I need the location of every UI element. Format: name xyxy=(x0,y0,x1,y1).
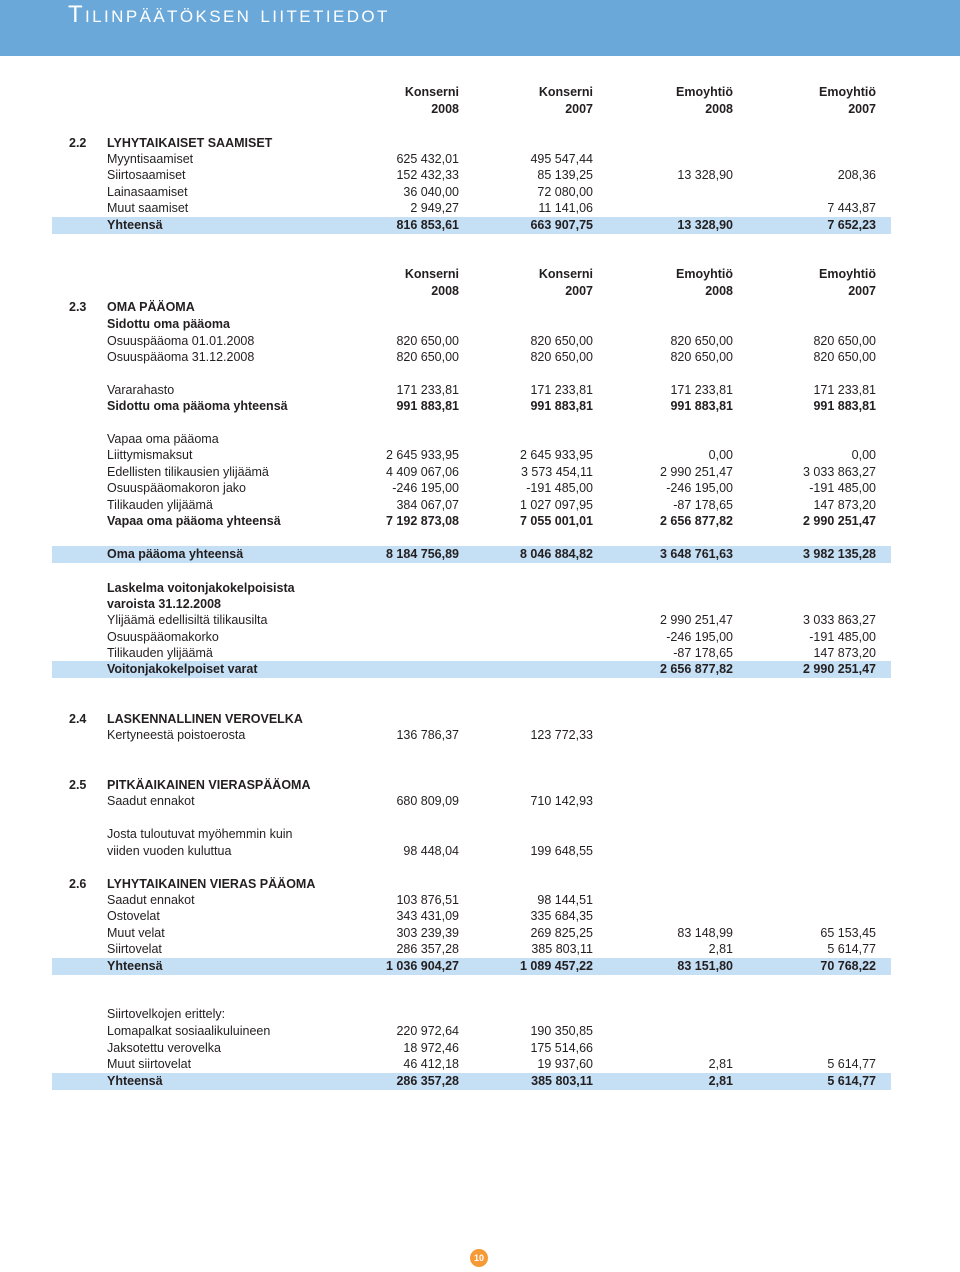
cell-value: 2 949,27 xyxy=(410,201,459,215)
table-row xyxy=(52,217,891,234)
cell-value: 820 650,00 xyxy=(530,350,593,364)
page-number: 10 xyxy=(470,1249,488,1267)
cell-value: -191 485,00 xyxy=(809,481,876,495)
cell-value: 3 648 761,63 xyxy=(660,547,733,561)
table-row xyxy=(52,925,891,941)
row-label: Sidottu oma pääoma xyxy=(107,317,230,331)
table-row xyxy=(52,826,891,842)
cell-value: 2 656 877,82 xyxy=(660,514,733,528)
table-row xyxy=(52,398,891,414)
cell-value: 2 645 933,95 xyxy=(520,448,593,462)
cell-value: -87 178,65 xyxy=(673,646,733,660)
row-label: Vararahasto xyxy=(107,383,175,397)
cell-value: 8 184 756,89 xyxy=(386,547,459,561)
cell-value: 152 432,33 xyxy=(396,168,459,182)
row-label: varoista 31.12.2008 xyxy=(107,597,221,611)
cell-value: 136 786,37 xyxy=(396,728,459,742)
row-label: Oma pääoma yhteensä xyxy=(107,547,244,561)
column-year: 2008 xyxy=(705,102,733,116)
column-header-row xyxy=(52,84,891,100)
cell-value: 147 873,20 xyxy=(813,498,876,512)
cell-value: 5 614,77 xyxy=(827,1074,876,1088)
cell-value: 2,81 xyxy=(708,1057,733,1071)
cell-value: 171 233,81 xyxy=(396,383,459,397)
cell-value: 7 443,87 xyxy=(827,201,876,215)
cell-value: -191 485,00 xyxy=(809,630,876,644)
column-header-row xyxy=(52,283,891,299)
row-label: Siirtovelat xyxy=(107,942,162,956)
table-row xyxy=(52,135,891,151)
cell-value: 7 652,23 xyxy=(827,218,876,232)
table-row xyxy=(52,1073,891,1090)
row-label: Tilikauden ylijäämä xyxy=(107,498,213,512)
cell-value: 147 873,20 xyxy=(813,646,876,660)
cell-value: 123 772,33 xyxy=(530,728,593,742)
column-header: Emoyhtiö xyxy=(819,85,876,99)
cell-value: 72 080,00 xyxy=(537,185,593,199)
table-row xyxy=(52,1040,891,1056)
cell-value: 663 907,75 xyxy=(530,218,593,232)
cell-value: 3 033 863,27 xyxy=(803,465,876,479)
column-year: 2007 xyxy=(848,284,876,298)
cell-value: 11 141,06 xyxy=(538,201,593,215)
cell-value: 190 350,85 xyxy=(530,1024,593,1038)
cell-value: 820 650,00 xyxy=(530,334,593,348)
table-row xyxy=(52,1023,891,1039)
row-label: Osuuspääoma 31.12.2008 xyxy=(107,350,255,364)
cell-value: 2,81 xyxy=(708,942,733,956)
column-header: Emoyhtiö xyxy=(676,85,733,99)
cell-value: 13 328,90 xyxy=(677,168,733,182)
row-label: Saadut ennakot xyxy=(107,893,195,907)
table-row xyxy=(52,480,891,496)
row-label: Muut siirtovelat xyxy=(107,1057,192,1071)
cell-value: 7 055 001,01 xyxy=(520,514,593,528)
table-row xyxy=(52,184,891,200)
cell-value: 208,36 xyxy=(837,168,876,182)
cell-value: 2 990 251,47 xyxy=(803,514,876,528)
table-row xyxy=(52,596,891,612)
row-label: Tilikauden ylijäämä xyxy=(107,646,213,660)
row-label: Laskelma voitonjakokelpoisista xyxy=(107,581,295,595)
cell-value: 5 614,77 xyxy=(827,1057,876,1071)
note-number: 2.2 xyxy=(69,136,87,150)
cell-value: 98 144,51 xyxy=(537,893,593,907)
note-number: 2.4 xyxy=(69,712,87,726)
row-label: Osuuspääomakoron jako xyxy=(107,481,246,495)
cell-value: 171 233,81 xyxy=(670,383,733,397)
row-label: LYHYTAIKAINEN VIERAS PÄÄOMA xyxy=(107,877,316,891)
cell-value: 269 825,25 xyxy=(530,926,593,940)
cell-value: 7 192 873,08 xyxy=(386,514,459,528)
column-year: 2007 xyxy=(565,284,593,298)
cell-value: 3 982 135,28 xyxy=(803,547,876,561)
table-row xyxy=(52,612,891,628)
row-label: Muut velat xyxy=(107,926,165,940)
table-row xyxy=(52,661,891,678)
column-header: Emoyhtiö xyxy=(819,267,876,281)
cell-value: 13 328,90 xyxy=(677,218,733,232)
cell-value: 991 883,81 xyxy=(813,399,876,413)
row-label: Saadut ennakot xyxy=(107,794,195,808)
cell-value: 385 803,11 xyxy=(531,942,593,956)
table-row xyxy=(52,843,891,859)
table-row xyxy=(52,908,891,924)
cell-value: 991 883,81 xyxy=(396,399,459,413)
note-number: 2.5 xyxy=(69,778,87,792)
table-row xyxy=(52,447,891,463)
cell-value: 1 036 904,27 xyxy=(386,959,459,973)
row-label: viiden vuoden kuluttua xyxy=(107,844,232,858)
column-year: 2008 xyxy=(431,102,459,116)
cell-value: 171 233,81 xyxy=(813,383,876,397)
cell-value: 199 648,55 xyxy=(530,844,593,858)
cell-value: 2,81 xyxy=(708,1074,733,1088)
table-row xyxy=(52,513,891,529)
row-label: Muut saamiset xyxy=(107,201,189,215)
column-header: Konserni xyxy=(404,267,459,281)
row-label: Voitonjakokelpoiset varat xyxy=(107,662,258,676)
cell-value: 98 448,04 xyxy=(403,844,459,858)
cell-value: 46 412,18 xyxy=(403,1057,459,1071)
cell-value: 4 409 067,06 xyxy=(386,465,459,479)
row-label: Vapaa oma pääoma yhteensä xyxy=(107,514,281,528)
column-year: 2008 xyxy=(431,284,459,298)
row-label: Osuuspääoma 01.01.2008 xyxy=(107,334,255,348)
row-label: Vapaa oma pääoma xyxy=(107,432,219,446)
cell-value: 343 431,09 xyxy=(396,909,459,923)
column-header: Emoyhtiö xyxy=(676,267,733,281)
row-label: Siirtovelkojen erittely: xyxy=(107,1007,226,1021)
table-row xyxy=(52,727,891,743)
cell-value: 820 650,00 xyxy=(670,350,733,364)
cell-value: 19 937,60 xyxy=(537,1057,593,1071)
cell-value: -191 485,00 xyxy=(526,481,593,495)
cell-value: 625 432,01 xyxy=(396,152,459,166)
row-label: Yhteensä xyxy=(107,218,163,232)
row-label: LYHYTAIKAISET SAAMISET xyxy=(107,136,273,150)
row-label: Ylijäämä edellisiltä tilikausilta xyxy=(107,613,268,627)
cell-value: 2 990 251,47 xyxy=(660,465,733,479)
cell-value: 2 656 877,82 xyxy=(660,662,733,676)
cell-value: 3 573 454,11 xyxy=(520,465,593,479)
cell-value: 103 876,51 xyxy=(396,893,459,907)
table-row xyxy=(52,497,891,513)
cell-value: 991 883,81 xyxy=(530,399,593,413)
row-label: Myyntisaamiset xyxy=(107,152,194,166)
cell-value: 820 650,00 xyxy=(396,350,459,364)
cell-value: 495 547,44 xyxy=(530,152,593,166)
table-row xyxy=(52,333,891,349)
table-row xyxy=(52,151,891,167)
cell-value: 335 684,35 xyxy=(530,909,593,923)
cell-value: 18 972,46 xyxy=(403,1041,459,1055)
table-row xyxy=(52,431,891,447)
column-year: 2007 xyxy=(565,102,593,116)
table-row xyxy=(52,645,891,661)
column-year: 2008 xyxy=(705,284,733,298)
column-header: Konserni xyxy=(538,85,593,99)
cell-value: 3 033 863,27 xyxy=(803,613,876,627)
column-header: Konserni xyxy=(404,85,459,99)
row-label: PITKÄAIKAINEN VIERASPÄÄOMA xyxy=(107,778,311,792)
column-header: Konserni xyxy=(538,267,593,281)
cell-value: 8 046 884,82 xyxy=(520,547,593,561)
table-row xyxy=(52,546,891,563)
table-row xyxy=(52,941,891,957)
cell-value: 65 153,45 xyxy=(820,926,876,940)
cell-value: 70 768,22 xyxy=(820,959,876,973)
table-row xyxy=(52,711,891,727)
table-row xyxy=(52,200,891,216)
row-label: Sidottu oma pääoma yhteensä xyxy=(107,399,288,413)
row-label: Siirtosaamiset xyxy=(107,168,186,182)
table-row xyxy=(52,349,891,365)
cell-value: 286 357,28 xyxy=(396,1074,459,1088)
cell-value: 85 139,25 xyxy=(537,168,593,182)
cell-value: 384 067,07 xyxy=(396,498,459,512)
table-row xyxy=(52,299,891,315)
cell-value: 220 972,64 xyxy=(396,1024,459,1038)
cell-value: 36 040,00 xyxy=(403,185,459,199)
cell-value: 0,00 xyxy=(708,448,733,462)
cell-value: 820 650,00 xyxy=(813,334,876,348)
row-label: Josta tuloutuvat myöhemmin kuin xyxy=(107,827,293,841)
column-header-row xyxy=(52,266,891,282)
cell-value: -246 195,00 xyxy=(392,481,459,495)
cell-value: 2 645 933,95 xyxy=(386,448,459,462)
table-row xyxy=(52,892,891,908)
cell-value: 385 803,11 xyxy=(531,1074,593,1088)
table-row xyxy=(52,316,891,332)
column-header-row xyxy=(52,101,891,117)
column-year: 2007 xyxy=(848,102,876,116)
row-label: Yhteensä xyxy=(107,959,163,973)
table-row xyxy=(52,464,891,480)
cell-value: -87 178,65 xyxy=(673,498,733,512)
table-row xyxy=(52,580,891,596)
cell-value: 2 990 251,47 xyxy=(803,662,876,676)
row-label: Ostovelat xyxy=(107,909,160,923)
row-label: Edellisten tilikausien ylijäämä xyxy=(107,465,269,479)
note-number: 2.6 xyxy=(69,877,87,891)
cell-value: -246 195,00 xyxy=(666,630,733,644)
row-label: Jaksotettu verovelka xyxy=(107,1041,221,1055)
row-label: Lainasaamiset xyxy=(107,185,188,199)
cell-value: 820 650,00 xyxy=(670,334,733,348)
cell-value: 171 233,81 xyxy=(530,383,593,397)
table-row xyxy=(52,958,891,975)
row-label: LASKENNALLINEN VEROVELKA xyxy=(107,712,303,726)
row-label: Lomapalkat sosiaalikuluineen xyxy=(107,1024,271,1038)
table-row xyxy=(52,777,891,793)
row-label: Osuuspääomakorko xyxy=(107,630,219,644)
cell-value: 820 650,00 xyxy=(813,350,876,364)
row-label: Yhteensä xyxy=(107,1074,163,1088)
table-row xyxy=(52,1006,891,1022)
table-row xyxy=(52,167,891,183)
row-label: Kertyneestä poistoerosta xyxy=(107,728,246,742)
cell-value: 680 809,09 xyxy=(396,794,459,808)
cell-value: 5 614,77 xyxy=(827,942,876,956)
cell-value: -246 195,00 xyxy=(666,481,733,495)
cell-value: 816 853,61 xyxy=(396,218,459,232)
cell-value: 303 239,39 xyxy=(396,926,459,940)
cell-value: 1 027 097,95 xyxy=(520,498,593,512)
table-row xyxy=(52,1056,891,1072)
cell-value: 991 883,81 xyxy=(670,399,733,413)
cell-value: 83 148,99 xyxy=(677,926,733,940)
page-title: Tilinpäätöksen liitetiedot xyxy=(68,1,390,28)
cell-value: 820 650,00 xyxy=(396,334,459,348)
table-row xyxy=(52,793,891,809)
cell-value: 2 990 251,47 xyxy=(660,613,733,627)
cell-value: 1 089 457,22 xyxy=(520,959,593,973)
row-label: Liittymismaksut xyxy=(107,448,193,462)
cell-value: 175 514,66 xyxy=(530,1041,593,1055)
row-label: OMA PÄÄOMA xyxy=(107,300,195,314)
cell-value: 83 151,80 xyxy=(677,959,733,973)
table-row xyxy=(52,382,891,398)
cell-value: 286 357,28 xyxy=(396,942,459,956)
note-number: 2.3 xyxy=(69,300,87,314)
cell-value: 710 142,93 xyxy=(530,794,593,808)
table-row xyxy=(52,629,891,645)
table-row xyxy=(52,876,891,892)
cell-value: 0,00 xyxy=(851,448,876,462)
